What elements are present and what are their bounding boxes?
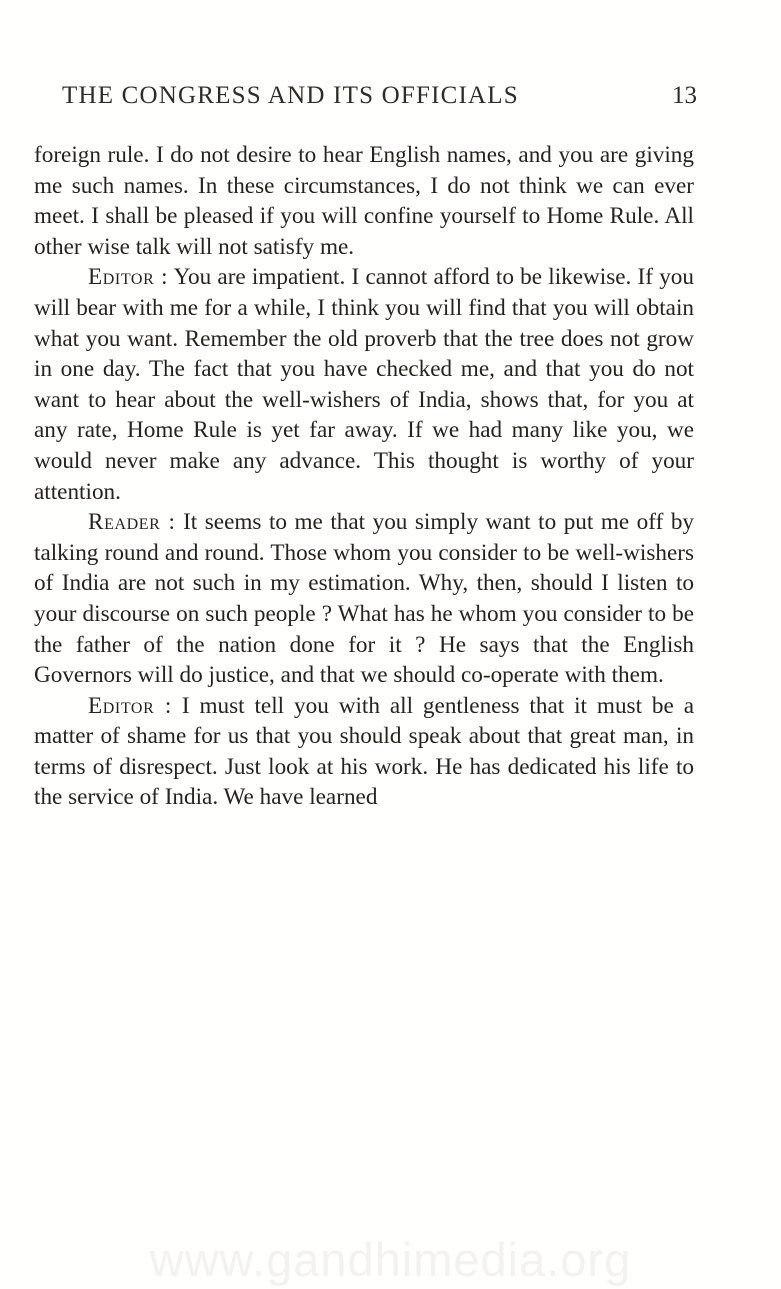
paragraph-text: It seems to me that you simply want to put me off by talking round and round. Those whom you consider to be well-wishers of India are not such in my estimation. Why, then, should I listen to your discourse on such people ? What has he whom you consider to be the father of the nation done for it ? He says that the English Governors will do justice, and that we should co-operate with them. [34, 509, 695, 689]
paragraph-text: You are impatient. I cannot afford to be likewise. If you will bear with me for a while, I think you will find that you will obtain what you want. Remember the old proverb that the tree does not grow in one day. The fact that you have checked me, and that you do not want to hear about the well-wishers of India, shows that, for you at any rate, Home Rule is yet far away. If we had many like you, we would never make any advance. This thought is worthy of your attention. [34, 264, 694, 505]
speaker-label: Editor : [88, 264, 169, 291]
body-text [34, 140, 694, 813]
paragraph-text: foreign rule. I do not desire to hear English names, and you are giving me such names. In these circumstances, I do not think we can ever meet. I shall be pleased if you will confine yourself to Home Rule. All other wise talk will not satisfy me. [34, 142, 694, 260]
running-head [62, 82, 697, 110]
page-number: 13 [672, 82, 697, 109]
watermark: www.gandhimedia.org [149, 1233, 632, 1286]
paragraph-text: I must tell you with all gentleness that it must be a matter of shame for us that you should speak about that great man, in terms of disrespect. Just look at his work. He has dedicated his life to the service of India. We have learned [34, 692, 695, 811]
speaker-label: Editor : [88, 692, 172, 719]
paragraph [34, 140, 694, 262]
running-title: THE CONGRESS AND ITS OFFICIALS [62, 82, 519, 109]
paragraph [34, 691, 694, 813]
paragraph [34, 262, 694, 507]
paragraph [34, 507, 694, 691]
speaker-label: Reader : [88, 509, 176, 536]
